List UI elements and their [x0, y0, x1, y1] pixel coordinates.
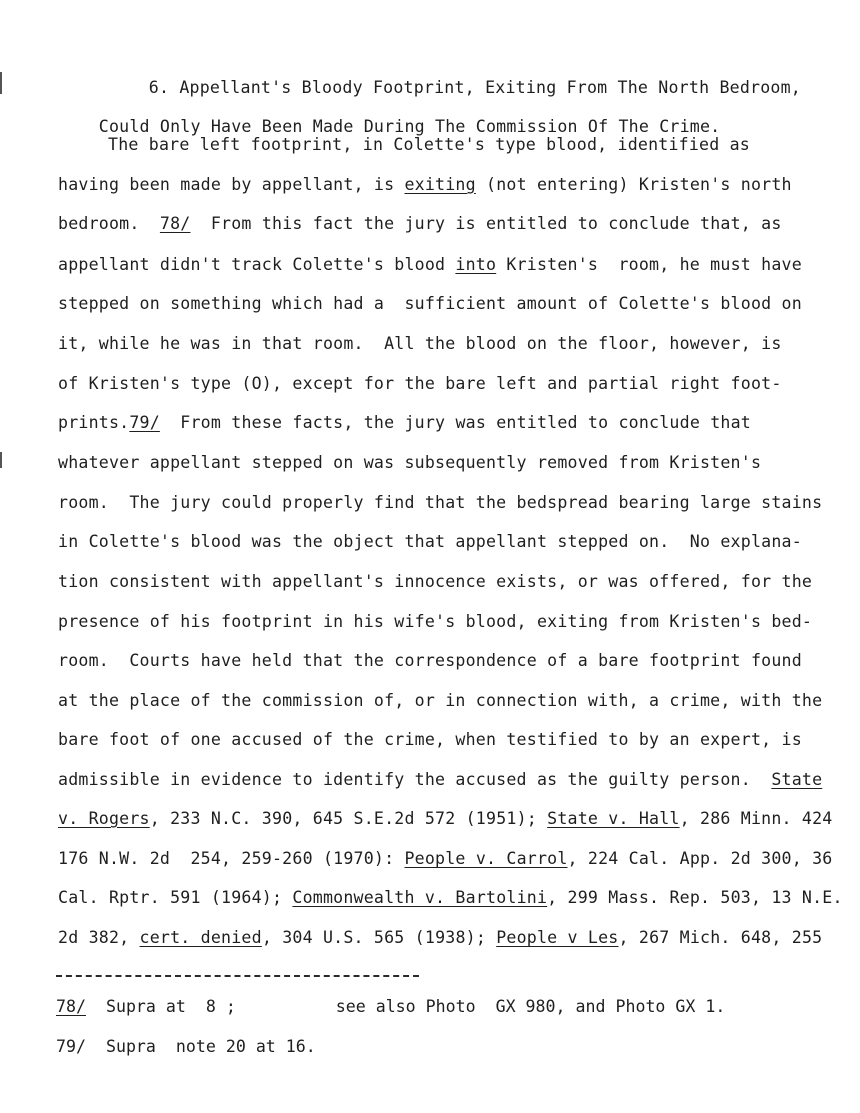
body-line [58, 254, 802, 276]
margin-mark-middle [0, 452, 2, 468]
body-text: , 224 Cal. App. 2d 300, 36 [567, 849, 833, 868]
body-text: it, while he was in that room. All the blood on the floor, however, is [58, 334, 782, 353]
body-line [58, 887, 843, 909]
body-text: room. The jury could properly find that the bedspread bearing large stains [58, 493, 823, 512]
body-line [58, 373, 782, 395]
body-text: From this fact the jury is entitled to conclude that, as [190, 214, 782, 233]
footnote-text: Supra at 8 ; see also Photo GX 980, and Photo GX 1. [85, 997, 726, 1016]
case-citation: cert. denied [139, 928, 262, 947]
body-text: stepped on something which had a sufficient amount of Colette's blood on [58, 294, 802, 313]
body-line [58, 690, 822, 712]
body-text: From these facts, the jury was entitled to conclude that [159, 413, 751, 432]
footnote-separator [56, 975, 419, 977]
body-text: , 267 Mich. 648, 255 [618, 928, 823, 947]
body-text: , 233 N.C. 390, 645 S.E.2d 572 (1951); [149, 809, 548, 828]
body-text: The bare left footprint, in Colette's type blood, identified as [108, 135, 750, 154]
section-title-part-1: Appellant's Bloody Footprint, Exiting From The North Bedroom, [179, 78, 801, 97]
section-title-part-2: Could Only Have Been Made During The Commission Of The Crime. [98, 117, 721, 136]
body-line [58, 412, 751, 434]
case-citation: People v. Carrol [404, 849, 568, 868]
margin-mark-top [0, 72, 2, 94]
body-text: , 304 U.S. 565 (1938); [261, 928, 497, 947]
body-line [58, 571, 812, 593]
body-text: whatever appellant stepped on was subsequently removed from Kristen's [58, 453, 762, 472]
body-text: , 286 Minn. 424 [679, 809, 833, 828]
body-text: presence of his footprint in his wife's blood, exiting from Kristen's bed- [58, 612, 813, 631]
body-text: bedroom. [58, 214, 160, 233]
body-line [58, 174, 792, 196]
body-line [108, 134, 750, 156]
body-line [58, 492, 822, 514]
body-line [58, 452, 761, 474]
case-citation: State v. Hall [547, 809, 680, 828]
body-text: admissible in evidence to identify the accused as the guilty person. [58, 770, 772, 789]
body-line [58, 808, 832, 830]
body-text: 176 N.W. 2d 254, 259-260 (1970): [58, 849, 405, 868]
case-citation: Commonwealth v. Bartolini [292, 888, 548, 907]
case-citation: State [771, 770, 823, 789]
body-line [58, 333, 782, 355]
body-text: bare foot of one accused of the crime, when testified to by an expert, is [58, 730, 802, 749]
footnote-text: Supra note 20 at 16. [85, 1037, 316, 1056]
footnote-78 [56, 996, 725, 1018]
body-text: prints. [58, 413, 130, 432]
body-text: Cal. Rptr. 591 (1964); [58, 888, 293, 907]
body-text: , 299 Mass. Rep. 503, 13 N.E. [547, 888, 843, 907]
case-citation: v. Rogers [58, 809, 150, 828]
body-line [58, 848, 832, 870]
body-text: appellant didn't track Colette's blood [58, 255, 456, 274]
footnote-79 [56, 1036, 316, 1058]
body-text: in Colette's blood was the object that appellant stepped on. No explana- [58, 532, 802, 551]
body-line [58, 213, 782, 235]
body-line [58, 769, 822, 791]
emphasis-into: into [455, 255, 497, 274]
body-text: room. Courts have held that the correspondence of a bare footprint found [58, 651, 802, 670]
body-line [58, 927, 822, 949]
footnote-number: 78/ [56, 997, 86, 1016]
body-line [58, 729, 802, 751]
section-number: 6. [148, 78, 170, 97]
body-line [58, 293, 802, 315]
body-text: Kristen's room, he must have [496, 255, 802, 274]
body-text: 2d 382, [58, 928, 140, 947]
footnote-ref-79: 79/ [129, 413, 160, 432]
body-text: (not entering) Kristen's north [475, 175, 792, 194]
body-line [58, 650, 802, 672]
body-line [58, 611, 812, 633]
body-text: at the place of the commission of, or in connection with, a crime, with the [58, 691, 823, 710]
body-line [58, 531, 802, 553]
body-text: of Kristen's type (O), except for the bare left and partial right foot- [58, 374, 782, 393]
body-text: tion consistent with appellant's innocence exists, or was offered, for the [58, 572, 813, 591]
emphasis-exiting: exiting [404, 175, 476, 194]
footnote-ref-78: 78/ [159, 214, 191, 233]
body-text: having been made by appellant, is [58, 175, 405, 194]
footnote-number: 79/ [56, 1037, 86, 1056]
case-citation: People v Les [496, 928, 619, 947]
